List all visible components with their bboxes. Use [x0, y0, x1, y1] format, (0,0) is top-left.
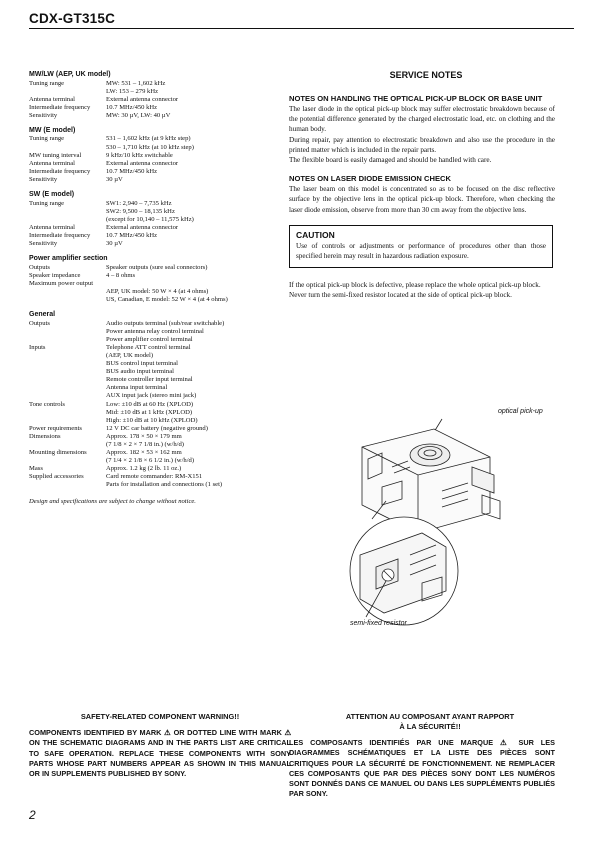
optical-handling-heading: NOTES ON HANDLING THE OPTICAL PICK-UP BLOCK OR BASE UNIT: [289, 94, 543, 103]
spec-label: Sensitivity: [29, 240, 58, 247]
spec-values: [106, 224, 291, 232]
spec-label: Tuning range: [29, 199, 65, 207]
spec-section-heading: MW (E model): [29, 126, 76, 134]
spec-value: LW: 153 – 279 kHz: [106, 87, 159, 95]
spec-row: [29, 96, 291, 104]
french-warning-title-line-1: ATTENTION AU COMPOSANT AYANT RAPPORT: [345, 712, 515, 721]
laser-check-heading: NOTES ON LASER DIODE EMISSION CHECK: [289, 174, 452, 184]
service-notes-column: [289, 70, 555, 300]
spec-label: Antenna terminal: [29, 159, 75, 167]
spec-label: Sensitivity: [29, 175, 58, 183]
spec-row: [29, 344, 291, 401]
page-number: 2: [29, 808, 36, 822]
design-note: Design and specifications are subject to change without notice.: [29, 497, 196, 505]
spec-row: [29, 200, 291, 224]
spec-values: [106, 112, 291, 120]
caution-text: Use of controls or adjustments or performance of procedures other than those specified herein may result in hazardous radiation exposure.: [296, 241, 546, 260]
spec-value: 4 – 8 ohms: [106, 271, 136, 279]
spec-label: Inputs: [29, 343, 46, 351]
spec-values: [106, 96, 291, 104]
spec-value: 530 – 1,710 kHz (at 10 kHz step): [106, 143, 194, 151]
spec-values: [106, 473, 291, 489]
optical-paragraph-3: The flexible board is easily damaged and should be handled with care.: [289, 156, 492, 165]
spec-value: Parts for installation and connections (1 set): [106, 481, 223, 489]
spec-values: [106, 272, 291, 280]
model-title: CDX-GT315C: [29, 11, 116, 26]
spec-values: [106, 152, 291, 160]
spec-value: 531 – 1,602 kHz (at 9 kHz step): [106, 135, 191, 143]
spec-row: [29, 176, 291, 184]
spec-label: Outputs: [29, 263, 50, 271]
spec-value: External antenna connector: [106, 159, 179, 167]
safety-warning-body: COMPONENTS IDENTIFIED BY MARK ⚠ OR DOTTED LINE WITH MARK ⚠ ON THE SCHEMATIC DIAGRAMS AND IN THE PARTS LIST ARE CRITICAL TO SAFE OPERATION. REPLACE THESE COMPONENTS WITH SONY PARTS WHOSE PART NUMBERS APPEAR AS SHOWN IN THIS MANUAL OR IN SUPPLEMENTS PUBLISHED BY SONY.: [29, 728, 291, 779]
spec-value: AUX input jack (stereo mini jack): [106, 392, 197, 400]
spec-value: (AEP, UK model): [106, 351, 154, 359]
spec-value: 30 µV: [106, 240, 123, 247]
pickup-diagram: [322, 395, 552, 635]
spec-values: [106, 200, 291, 224]
spec-value: 10.7 MHz/450 kHz: [106, 103, 158, 111]
specifications-column: [29, 70, 291, 506]
spec-label: Dimensions: [29, 432, 61, 440]
spec-value: US, Canadian, E model: 52 W × 4 (at 4 ohms): [106, 295, 228, 303]
spec-row: [29, 320, 291, 344]
safety-warning-title: SAFETY-RELATED COMPONENT WARNING!!: [80, 712, 240, 721]
spec-row: [29, 240, 291, 248]
optical-paragraph-2: During repair, pay attention to electrostatic breakdown and also use the procedure in the printed matter which is included in the repair parts.: [289, 135, 555, 154]
spec-label: Antenna terminal: [29, 223, 75, 231]
spec-row: [29, 80, 291, 96]
spec-value: External antenna connector: [106, 95, 179, 103]
spec-values: [106, 135, 291, 151]
spec-values: [106, 425, 291, 433]
spec-value: (except for 10,140 – 11,575 kHz): [106, 215, 194, 223]
spec-values: [106, 176, 291, 184]
spec-value: Low: ±10 dB at 60 Hz (XPLOD): [106, 400, 194, 408]
spec-value: SW2: 9,500 – 18,135 kHz: [106, 207, 175, 215]
spec-value: Mid: ±10 dB at 1 kHz (XPLOD): [106, 408, 193, 416]
spec-values: [106, 232, 291, 240]
spec-value: Power antenna relay control terminal: [106, 327, 204, 335]
semi-fixed-resistor-label: semi-fixed resistor: [350, 620, 407, 627]
spec-value: (7 1/4 × 2 1/8 × 6 1/2 in.) (w/h/d): [106, 457, 195, 465]
spec-value: MW: 531 – 1,602 kHz: [106, 79, 166, 87]
spec-values: [106, 401, 291, 425]
spec-value: AEP, UK model: 50 W × 4 (at 4 ohms): [106, 287, 209, 295]
spec-row: [29, 473, 291, 489]
spec-label: Power requirements: [29, 424, 82, 432]
spec-value: Audio outputs terminal (sub/rear switchable): [106, 319, 225, 327]
spec-row: [29, 152, 291, 160]
spec-values: [106, 320, 291, 344]
spec-values: [106, 80, 291, 96]
pickup-illustration: [322, 395, 552, 635]
spec-value: 10.7 MHz/450 kHz: [106, 167, 158, 175]
spec-values: [106, 264, 291, 272]
spec-label: Speaker impedance: [29, 271, 81, 279]
spec-value: 30 µV: [106, 175, 123, 183]
spec-section-heading: MW/LW (AEP, UK model): [29, 71, 111, 78]
spec-row: [29, 264, 291, 272]
spec-values: [106, 104, 291, 112]
spec-row: [29, 433, 291, 449]
french-warning-title-line-2: À LA SÉCURITÉ!!: [399, 721, 461, 731]
spec-label: Supplied accessories: [29, 473, 84, 481]
spec-label: Outputs: [29, 319, 50, 327]
service-notes-title: SERVICE NOTES: [389, 70, 463, 80]
spec-row: [29, 135, 291, 151]
spec-label: MW tuning interval: [29, 151, 82, 159]
spec-label: Maximum power output: [29, 279, 94, 287]
spec-row: [29, 280, 291, 288]
spec-value: Approx. 178 × 50 × 179 mm: [106, 432, 182, 440]
spec-value: (7 1/8 × 2 × 7 1/8 in.) (w/h/d): [106, 440, 184, 448]
spec-value: MW: 30 µV, LW: 40 µV: [106, 111, 171, 119]
spec-label: Tuning range: [29, 135, 65, 143]
spec-label: Sensitivity: [29, 111, 58, 119]
spec-value: 10.7 MHz/450 kHz: [106, 231, 158, 239]
spec-value: High: ±10 dB at 10 kHz (XPLOD): [106, 416, 198, 424]
spec-section-heading: Power amplifier section: [29, 255, 108, 263]
spec-value: Card remote commander: RM-X151: [106, 473, 203, 481]
spec-value: Remote controller input terminal: [106, 376, 193, 384]
spec-value: Telephone ATT control terminal: [106, 343, 191, 351]
spec-row: [29, 104, 291, 112]
spec-section: [29, 70, 291, 120]
resistor-warning-paragraph: Never turn the semi-fixed resistor located at the side of optical pick-up block.: [289, 291, 512, 300]
spec-section-heading: General: [29, 311, 56, 319]
pickup-replace-paragraph: If the optical pick-up block is defective, please replace the whole optical pick-up block.: [289, 280, 541, 289]
spec-row: [29, 272, 291, 280]
spec-row: [29, 232, 291, 240]
caution-box: [289, 225, 553, 268]
spec-value: Antenna input terminal: [106, 384, 168, 392]
spec-values: [106, 168, 291, 176]
spec-value: BUS audio input terminal: [106, 368, 174, 376]
spec-values: [106, 449, 291, 465]
spec-row: [29, 168, 291, 176]
spec-value: Approx. 182 × 53 × 162 mm: [106, 449, 182, 457]
optical-pickup-label: optical pick-up: [498, 408, 543, 415]
spec-label: Intermediate frequency: [29, 167, 91, 175]
spec-value: Power amplifier control terminal: [106, 335, 193, 343]
spec-label: Mounting dimensions: [29, 449, 87, 457]
spec-label: Intermediate frequency: [29, 231, 91, 239]
spec-section: [29, 310, 291, 489]
laser-check-paragraph: The laser beam on this model is concentrated so as to be focused on the disc reflective surface by the objective lens in the optical pick-up block. Therefore, when checking the laser diode emission, observe from more than 30 cm away from the objective lens.: [289, 185, 555, 214]
spec-section: [29, 190, 291, 248]
spec-section-heading: SW (E model): [29, 191, 75, 199]
spec-value: 9 kHz/10 kHz switchable: [106, 151, 173, 159]
spec-label: Tone controls: [29, 400, 65, 408]
spec-row: [29, 160, 291, 168]
spec-values: [106, 344, 291, 401]
spec-values: [106, 160, 291, 168]
spec-value: 12 V DC car battery (negative ground): [106, 424, 208, 432]
spec-values: [106, 240, 291, 248]
header-rule: [29, 28, 574, 29]
spec-label: Tuning range: [29, 79, 65, 87]
spec-value: Approx. 1.2 kg (2 lb. 11 oz.): [106, 465, 182, 473]
spec-label: [29, 288, 106, 304]
spec-section: [29, 126, 291, 184]
spec-values: [106, 465, 291, 473]
spec-section: [29, 254, 291, 304]
spec-values: [106, 288, 291, 304]
spec-row: [29, 465, 291, 473]
spec-row: [29, 401, 291, 425]
spec-label: Intermediate frequency: [29, 103, 91, 111]
french-warning-body: LES COMPOSANTS IDENTIFIÉS PAR UNE MARQUE ⚠ SUR LES DIAGRAMMES SCHÉMATIQUES ET LA LISTE DES PIÈCES SONT CRITIQUES POUR LA SÉCURITÉ DE FONCTIONNEMENT. NE REMPLACER CES COMPOSANTS QUE PAR DES PIÈCES SONY DONT LES NUMÉROS SONT DONNÉS DANS CE MANUEL OU DANS LES SUPPLÉMENTS PUBLIÉS PAR SONY.: [289, 738, 555, 799]
caution-title: CAUTION: [296, 229, 335, 240]
spec-row: [29, 112, 291, 120]
spec-row: [29, 224, 291, 232]
spec-values: [106, 433, 291, 449]
spec-row: [29, 425, 291, 433]
spec-value: SW1: 2,940 – 7,735 kHz: [106, 199, 172, 207]
spec-row: [29, 449, 291, 465]
spec-label: Mass: [29, 465, 43, 473]
optical-paragraph-1: The laser diode in the optical pick-up block may suffer electrostatic breakdown because of the potential difference generated by the charged electrostatic load, etc. on clothing and the human body.: [289, 105, 555, 134]
french-warning-title: [301, 712, 559, 731]
spec-label: Antenna terminal: [29, 95, 75, 103]
spec-row: [29, 288, 291, 304]
spec-value: Speaker outputs (sure seal connectors): [106, 263, 208, 271]
spec-value: External antenna connector: [106, 223, 179, 231]
spec-value: BUS control input terminal: [106, 360, 178, 368]
